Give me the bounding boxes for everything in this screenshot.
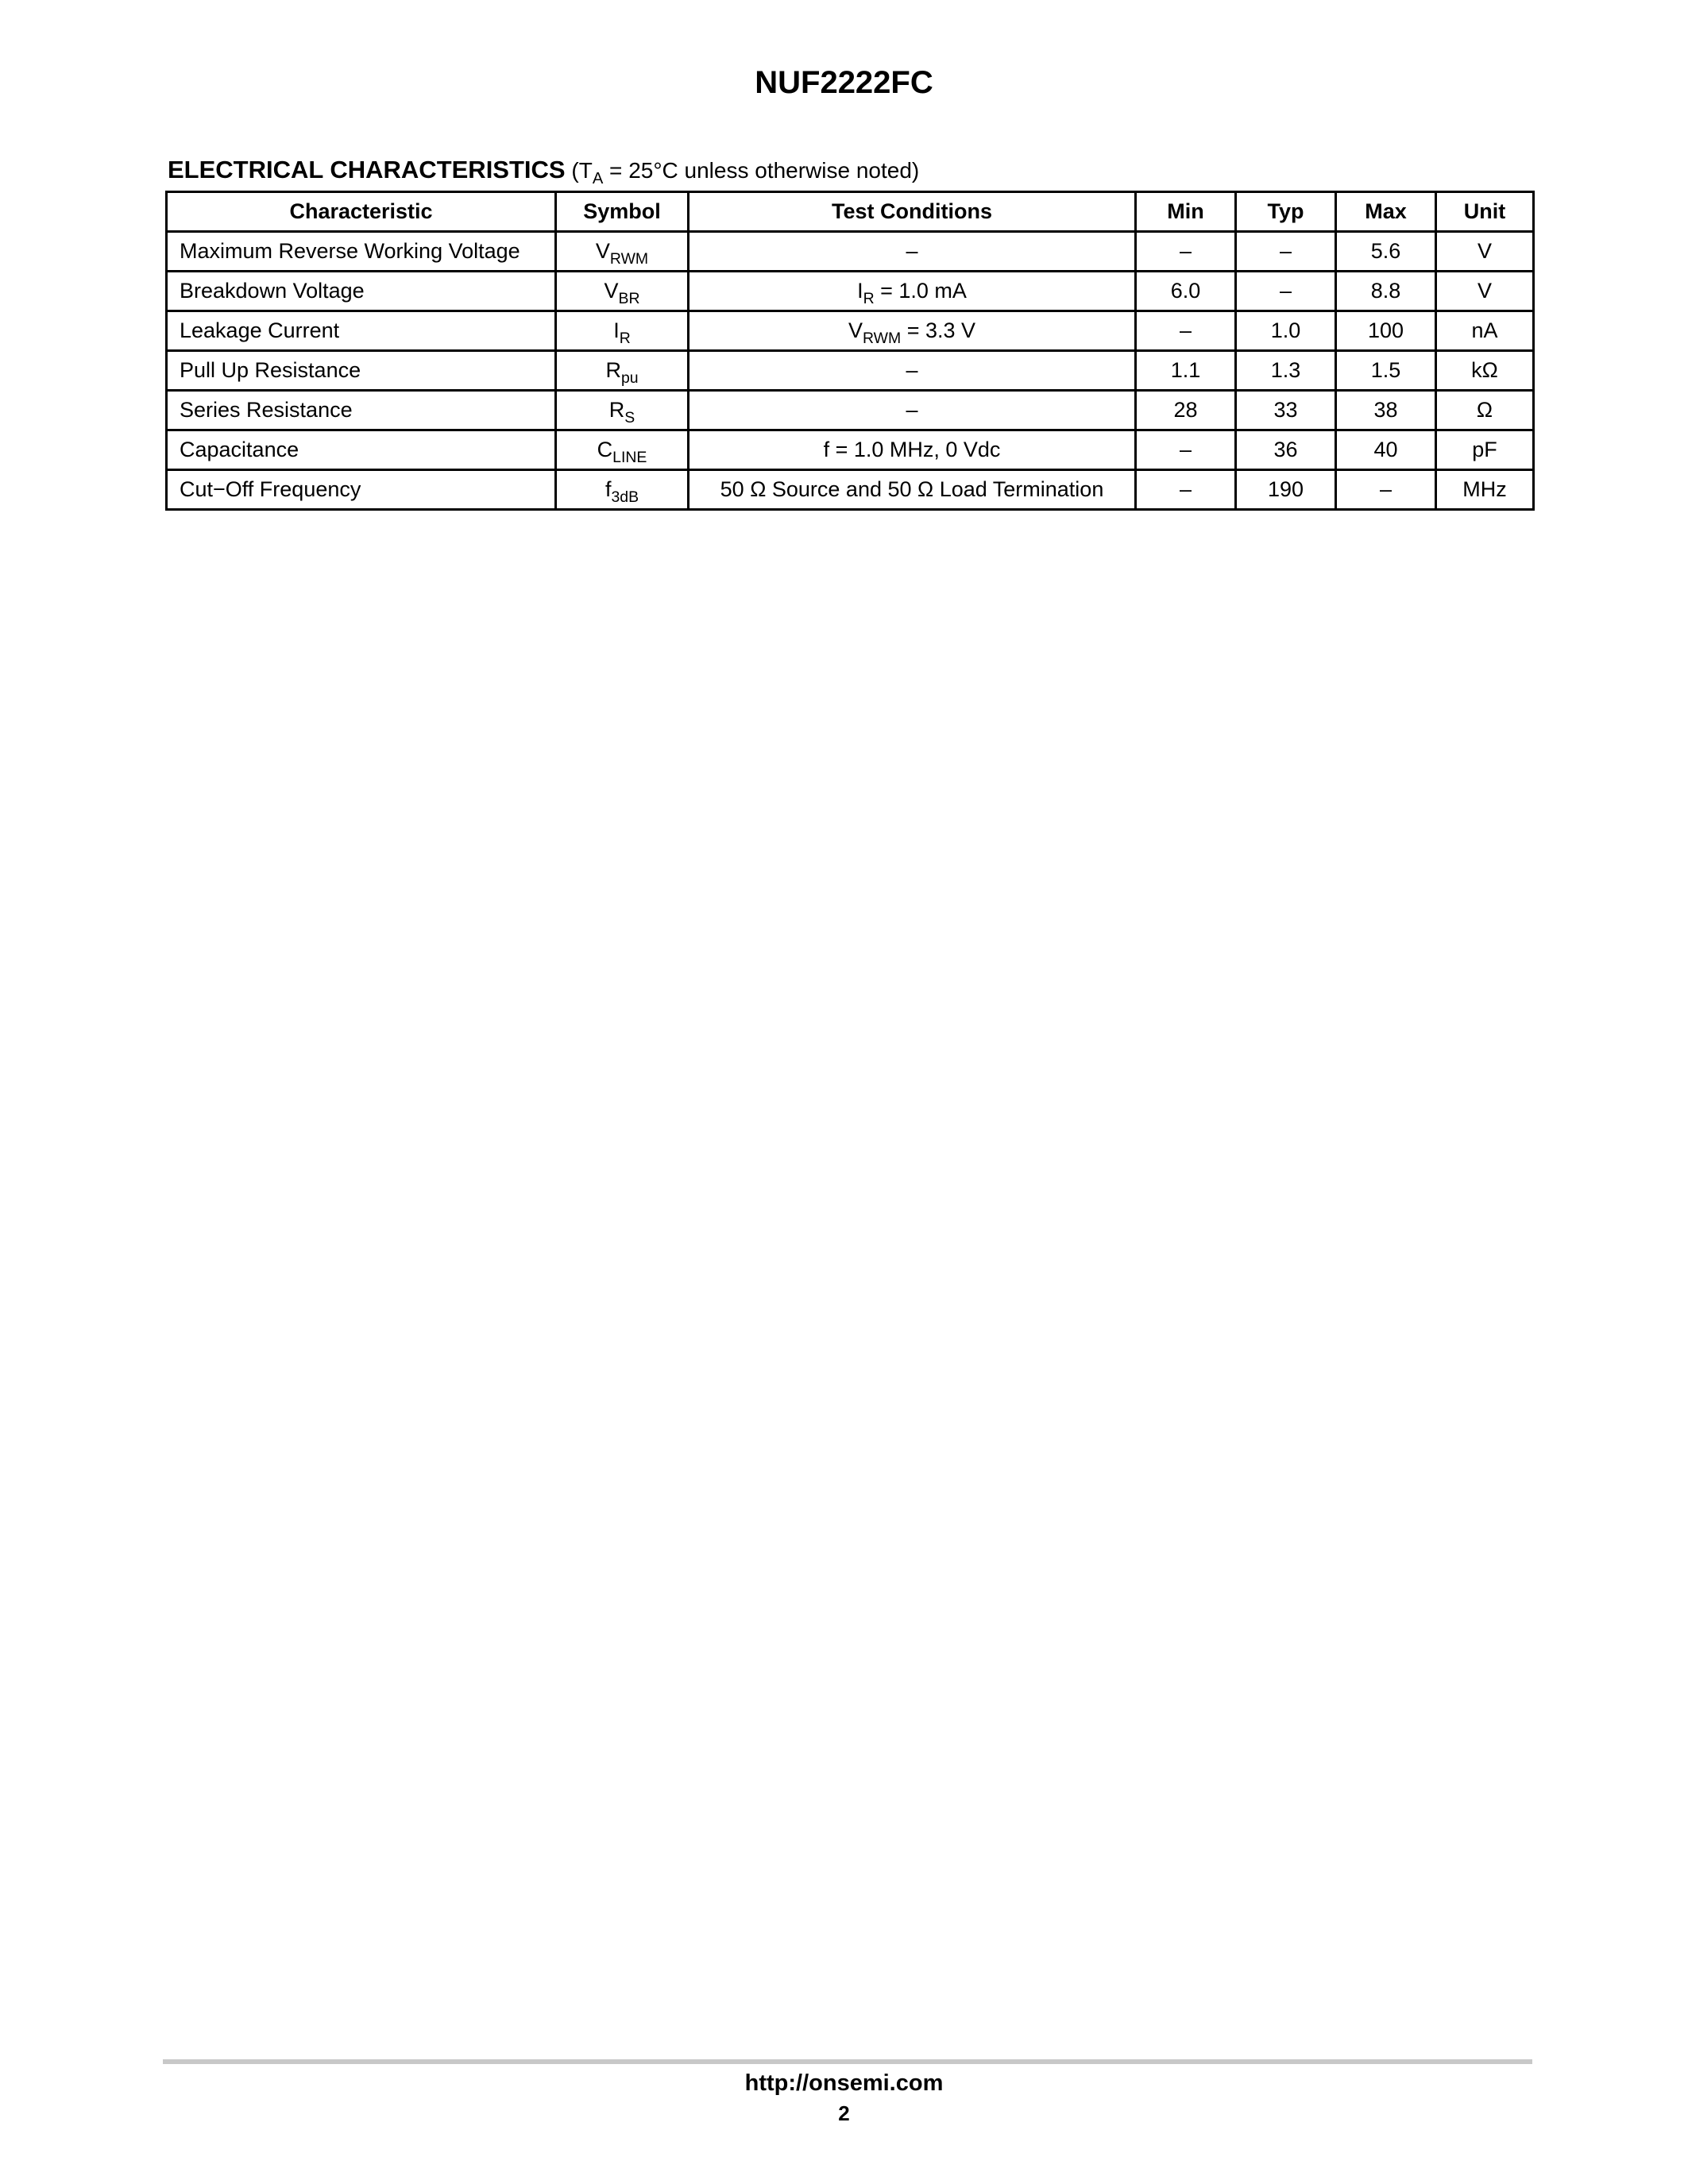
characteristic-cell: Capacitance — [167, 430, 556, 470]
unit-cell: Ω — [1436, 391, 1534, 430]
header-symbol: Symbol — [556, 192, 689, 232]
min-cell: 1.1 — [1136, 351, 1236, 391]
typ-cell: – — [1236, 272, 1336, 311]
typ-cell: 36 — [1236, 430, 1336, 470]
unit-cell: MHz — [1436, 470, 1534, 510]
min-cell: 28 — [1136, 391, 1236, 430]
symbol-cell: $I_R$ — [556, 311, 689, 351]
symbol-cell: $f_{3dB}$ — [556, 470, 689, 510]
header-typ: Typ — [1236, 192, 1336, 232]
test-conditions-cell: $I_R = 1.0$ mA — [689, 272, 1136, 311]
footer-divider — [163, 2059, 1532, 2064]
typ-cell: 1.3 — [1236, 351, 1336, 391]
table-row — [167, 272, 1534, 311]
table-row — [167, 391, 1534, 430]
min-cell: – — [1136, 430, 1236, 470]
typ-cell: 190 — [1236, 470, 1336, 510]
table-row — [167, 232, 1534, 272]
max-cell: – — [1336, 470, 1436, 510]
unit-cell: pF — [1436, 430, 1534, 470]
section-heading-condition: ($T_A = 25^\circ C$ unless otherwise noted) — [571, 158, 920, 188]
characteristic-cell: Series Resistance — [167, 391, 556, 430]
table-row — [167, 470, 1534, 510]
max-cell: 8.8 — [1336, 272, 1436, 311]
test-conditions-cell: f = 1.0 MHz, 0 Vdc — [689, 430, 1136, 470]
test-conditions-cell: – — [689, 351, 1136, 391]
min-cell: – — [1136, 470, 1236, 510]
characteristic-cell: Breakdown Voltage — [167, 272, 556, 311]
page-number: 2 — [838, 2101, 850, 2125]
characteristic-cell: Maximum Reverse Working Voltage — [167, 232, 556, 272]
max-cell: 5.6 — [1336, 232, 1436, 272]
test-conditions-cell: – — [689, 232, 1136, 272]
test-conditions-cell: – — [689, 391, 1136, 430]
min-cell: – — [1136, 311, 1236, 351]
min-cell: 6.0 — [1136, 272, 1236, 311]
table-row — [167, 430, 1534, 470]
header-characteristic: Characteristic — [167, 192, 556, 232]
page-title: NUF2222FC — [755, 65, 933, 100]
section-heading — [168, 154, 919, 187]
table-row — [167, 311, 1534, 351]
electrical-characteristics-table — [165, 191, 1535, 511]
section-heading-title: ELECTRICAL CHARACTERISTICS — [168, 156, 566, 183]
header-unit: Unit — [1436, 192, 1534, 232]
symbol-cell: $V_{BR}$ — [556, 272, 689, 311]
min-cell: – — [1136, 232, 1236, 272]
symbol-cell: $R_{pu}$ — [556, 351, 689, 391]
unit-cell: kΩ — [1436, 351, 1534, 391]
table-row — [167, 351, 1534, 391]
footer-url-link[interactable]: http://onsemi.com — [744, 2070, 944, 2096]
symbol-cell: $V_{RWM}$ — [556, 232, 689, 272]
unit-cell: V — [1436, 272, 1534, 311]
characteristic-cell: Pull Up Resistance — [167, 351, 556, 391]
table-header-row — [167, 192, 1534, 232]
symbol-cell: $R_S$ — [556, 391, 689, 430]
max-cell: 40 — [1336, 430, 1436, 470]
max-cell: 38 — [1336, 391, 1436, 430]
test-conditions-cell: $V_{RWM} = 3.3$ V — [689, 311, 1136, 351]
max-cell: 100 — [1336, 311, 1436, 351]
header-min: Min — [1136, 192, 1236, 232]
test-conditions-cell: 50 Ω Source and 50 Ω Load Termination — [689, 470, 1136, 510]
symbol-cell: $C_{LINE}$ — [556, 430, 689, 470]
characteristic-cell: Leakage Current — [167, 311, 556, 351]
max-cell: 1.5 — [1336, 351, 1436, 391]
unit-cell: V — [1436, 232, 1534, 272]
header-max: Max — [1336, 192, 1436, 232]
typ-cell: 1.0 — [1236, 311, 1336, 351]
characteristic-cell: Cut−Off Frequency — [167, 470, 556, 510]
header-test-conditions: Test Conditions — [689, 192, 1136, 232]
typ-cell: 33 — [1236, 391, 1336, 430]
unit-cell: nA — [1436, 311, 1534, 351]
typ-cell: – — [1236, 232, 1336, 272]
